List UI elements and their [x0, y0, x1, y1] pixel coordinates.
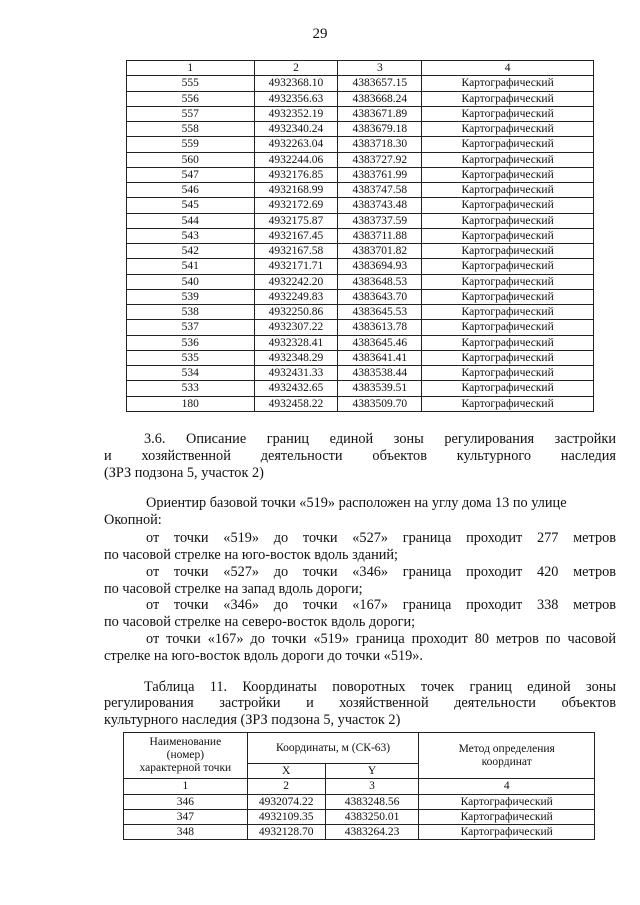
- orientation-line-1: Ориентир базовой точки «519» расположен на углу дома 13 по улице: [146, 495, 567, 511]
- table-row: [127, 122, 594, 137]
- table-row: [127, 152, 594, 167]
- point-number-cell: 535: [127, 350, 255, 365]
- x-coordinate-cell: 4932242.20: [254, 274, 338, 289]
- y-coordinate-cell: 4383694.93: [338, 259, 422, 274]
- point-number-cell: 540: [127, 274, 255, 289]
- header-method: [419, 733, 595, 779]
- point-number-cell: 538: [127, 305, 255, 320]
- route-4-line-2: стрелке на юго-восток вдоль дороги до точки «519».: [104, 648, 423, 664]
- table-row: [127, 396, 594, 411]
- method-cell: Картографический: [422, 122, 594, 137]
- method-cell: Картографический: [422, 106, 594, 121]
- section-heading-line-2: и хозяйственной деятельности объектов культурного наследия: [104, 448, 616, 464]
- table-row: [127, 167, 594, 182]
- x-coordinate-cell: 4932328.41: [254, 335, 338, 350]
- method-cell: Картографический: [422, 305, 594, 320]
- point-number-cell: 533: [127, 381, 255, 396]
- method-cell: Картографический: [419, 809, 595, 824]
- table-row: [127, 350, 594, 365]
- table-row: [127, 137, 594, 152]
- orientation-line-2: Окопной:: [104, 512, 162, 528]
- column-number-2: 2: [254, 61, 338, 76]
- y-coordinate-cell: 4383671.89: [338, 106, 422, 121]
- point-number-cell: 347: [124, 809, 248, 824]
- method-cell: Картографический: [422, 244, 594, 259]
- point-number-cell: 537: [127, 320, 255, 335]
- y-coordinate-cell: 4383645.53: [338, 305, 422, 320]
- table-row: [124, 794, 595, 809]
- table-row: [127, 183, 594, 198]
- section-heading-line-1: 3.6. Описание границ единой зоны регулирования застройки: [144, 431, 616, 447]
- x-coordinate-cell: 4932249.83: [254, 289, 338, 304]
- method-cell: Картографический: [422, 198, 594, 213]
- y-coordinate-cell: 4383657.15: [338, 76, 422, 91]
- table-row: [127, 305, 594, 320]
- x-coordinate-cell: 4932307.22: [254, 320, 338, 335]
- header-point-name-line-2: (номер): [166, 749, 205, 762]
- y-coordinate-cell: 4383727.92: [338, 152, 422, 167]
- route-1-line-1: от точки «519» до точки «527» граница проходит 277 метров: [146, 530, 616, 546]
- y-coordinate-cell: 4383701.82: [338, 244, 422, 259]
- method-cell: Картографический: [422, 76, 594, 91]
- point-number-cell: 346: [124, 794, 248, 809]
- method-cell: Картографический: [422, 366, 594, 381]
- point-number-cell: 544: [127, 213, 255, 228]
- column-number-3: 3: [338, 61, 422, 76]
- y-coordinate-cell: 4383648.53: [338, 274, 422, 289]
- header-point-name-line-1: Наименование: [149, 736, 222, 749]
- method-cell: Картографический: [422, 213, 594, 228]
- header-x: X: [247, 764, 325, 779]
- table-caption-line-1: Таблица 11. Координаты поворотных точек границ единой зоны: [144, 679, 616, 695]
- x-coordinate-cell: 4932431.33: [254, 366, 338, 381]
- method-cell: Картографический: [419, 825, 595, 840]
- table-row: [127, 381, 594, 396]
- column-number-1: 1: [127, 61, 255, 76]
- column-number-4: 4: [419, 779, 595, 794]
- y-coordinate-cell: 4383747.58: [338, 183, 422, 198]
- table-row: [127, 366, 594, 381]
- y-coordinate-cell: 4383645.46: [338, 335, 422, 350]
- method-cell: Картографический: [422, 320, 594, 335]
- y-coordinate-cell: 4383250.01: [325, 809, 419, 824]
- x-coordinate-cell: 4932109.35: [247, 809, 325, 824]
- method-cell: Картографический: [422, 396, 594, 411]
- y-coordinate-cell: 4383613.78: [338, 320, 422, 335]
- x-coordinate-cell: 4932128.70: [247, 825, 325, 840]
- y-coordinate-cell: 4383641.41: [338, 350, 422, 365]
- y-coordinate-cell: 4383743.48: [338, 198, 422, 213]
- y-coordinate-cell: 4383679.18: [338, 122, 422, 137]
- point-number-cell: 536: [127, 335, 255, 350]
- point-number-cell: 546: [127, 183, 255, 198]
- table-header-row: [127, 61, 594, 76]
- point-number-cell: 556: [127, 91, 255, 106]
- y-coordinate-cell: 4383248.56: [325, 794, 419, 809]
- point-number-cell: 547: [127, 167, 255, 182]
- x-coordinate-cell: 4932175.87: [254, 213, 338, 228]
- table-row: [127, 91, 594, 106]
- x-coordinate-cell: 4932171.71: [254, 259, 338, 274]
- x-coordinate-cell: 4932172.69: [254, 198, 338, 213]
- header-method-line-2: координат: [481, 755, 532, 768]
- y-coordinate-cell: 4383711.88: [338, 228, 422, 243]
- header-point-name: [124, 733, 248, 779]
- table-row: [124, 809, 595, 824]
- route-4-line-1: от точки «167» до точки «519» граница проходит 80 метров по часовой: [146, 631, 616, 647]
- y-coordinate-cell: 4383761.99: [338, 167, 422, 182]
- point-number-cell: 559: [127, 137, 255, 152]
- method-cell: Картографический: [422, 183, 594, 198]
- x-coordinate-cell: 4932356.63: [254, 91, 338, 106]
- x-coordinate-cell: 4932167.58: [254, 244, 338, 259]
- x-coordinate-cell: 4932263.04: [254, 137, 338, 152]
- method-cell: Картографический: [422, 274, 594, 289]
- table-caption-line-2: регулирования застройки и хозяйственной деятельности объектов: [104, 695, 616, 711]
- page-number: 29: [312, 26, 328, 42]
- method-cell: Картографический: [422, 137, 594, 152]
- header-y: Y: [325, 764, 419, 779]
- table-row: [127, 106, 594, 121]
- x-coordinate-cell: 4932176.85: [254, 167, 338, 182]
- route-1-line-2: по часовой стрелке на юго-восток вдоль зданий;: [104, 547, 399, 563]
- point-number-cell: 545: [127, 198, 255, 213]
- route-2-line-1: от точки «527» до точки «346» граница проходит 420 метров: [146, 564, 616, 580]
- y-coordinate-cell: 4383643.70: [338, 289, 422, 304]
- point-number-cell: 541: [127, 259, 255, 274]
- point-number-cell: 348: [124, 825, 248, 840]
- table-row: [127, 244, 594, 259]
- table-row: [127, 198, 594, 213]
- point-number-cell: 560: [127, 152, 255, 167]
- x-coordinate-cell: 4932348.29: [254, 350, 338, 365]
- header-coordinates: Координаты, м (СК-63): [247, 733, 419, 764]
- x-coordinate-cell: 4932250.86: [254, 305, 338, 320]
- column-number-3: 3: [325, 779, 419, 794]
- point-number-cell: 558: [127, 122, 255, 137]
- table-row: [127, 213, 594, 228]
- method-cell: Картографический: [422, 91, 594, 106]
- table-row: [124, 825, 595, 840]
- x-coordinate-cell: 4932244.06: [254, 152, 338, 167]
- table-number-row: [124, 779, 595, 794]
- coordinates-table-11: [123, 732, 595, 840]
- column-number-2: 2: [247, 779, 325, 794]
- method-cell: Картографический: [419, 794, 595, 809]
- method-cell: Картографический: [422, 289, 594, 304]
- table-row: [127, 259, 594, 274]
- method-cell: Картографический: [422, 381, 594, 396]
- point-number-cell: 180: [127, 396, 255, 411]
- header-point-name-line-3: характерной точки: [139, 762, 232, 775]
- section-heading-line-3: (ЗРЗ подзона 5, участок 2): [104, 465, 264, 481]
- point-number-cell: 542: [127, 244, 255, 259]
- y-coordinate-cell: 4383737.59: [338, 213, 422, 228]
- table-row: [127, 289, 594, 304]
- coordinates-table-continued: [126, 60, 594, 412]
- point-number-cell: 539: [127, 289, 255, 304]
- y-coordinate-cell: 4383668.24: [338, 91, 422, 106]
- y-coordinate-cell: 4383538.44: [338, 366, 422, 381]
- route-3-line-1: от точки «346» до точки «167» граница проходит 338 метров: [146, 597, 616, 613]
- y-coordinate-cell: 4383509.70: [338, 396, 422, 411]
- table-row: [127, 228, 594, 243]
- method-cell: Картографический: [422, 167, 594, 182]
- header-method-line-1: Метод определения: [458, 742, 555, 755]
- point-number-cell: 555: [127, 76, 255, 91]
- method-cell: Картографический: [422, 350, 594, 365]
- x-coordinate-cell: 4932458.22: [254, 396, 338, 411]
- x-coordinate-cell: 4932074.22: [247, 794, 325, 809]
- x-coordinate-cell: 4932167.45: [254, 228, 338, 243]
- table-caption-line-3: культурного наследия (ЗРЗ подзона 5, участок 2): [104, 712, 401, 728]
- x-coordinate-cell: 4932368.10: [254, 76, 338, 91]
- x-coordinate-cell: 4932432.65: [254, 381, 338, 396]
- method-cell: Картографический: [422, 228, 594, 243]
- x-coordinate-cell: 4932340.24: [254, 122, 338, 137]
- table-row: [127, 335, 594, 350]
- method-cell: Картографический: [422, 152, 594, 167]
- route-3-line-2: по часовой стрелке на северо-восток вдоль дороги;: [104, 614, 416, 630]
- point-number-cell: 543: [127, 228, 255, 243]
- y-coordinate-cell: 4383539.51: [338, 381, 422, 396]
- table-row: [127, 320, 594, 335]
- column-number-1: 1: [124, 779, 248, 794]
- method-cell: Картографический: [422, 335, 594, 350]
- y-coordinate-cell: 4383718.30: [338, 137, 422, 152]
- x-coordinate-cell: 4932168.99: [254, 183, 338, 198]
- x-coordinate-cell: 4932352.19: [254, 106, 338, 121]
- point-number-cell: 534: [127, 366, 255, 381]
- table-row: [127, 274, 594, 289]
- method-cell: Картографический: [422, 259, 594, 274]
- y-coordinate-cell: 4383264.23: [325, 825, 419, 840]
- route-2-line-2: по часовой стрелке на запад вдоль дороги;: [104, 581, 363, 597]
- column-number-4: 4: [422, 61, 594, 76]
- point-number-cell: 557: [127, 106, 255, 121]
- table-row: [127, 76, 594, 91]
